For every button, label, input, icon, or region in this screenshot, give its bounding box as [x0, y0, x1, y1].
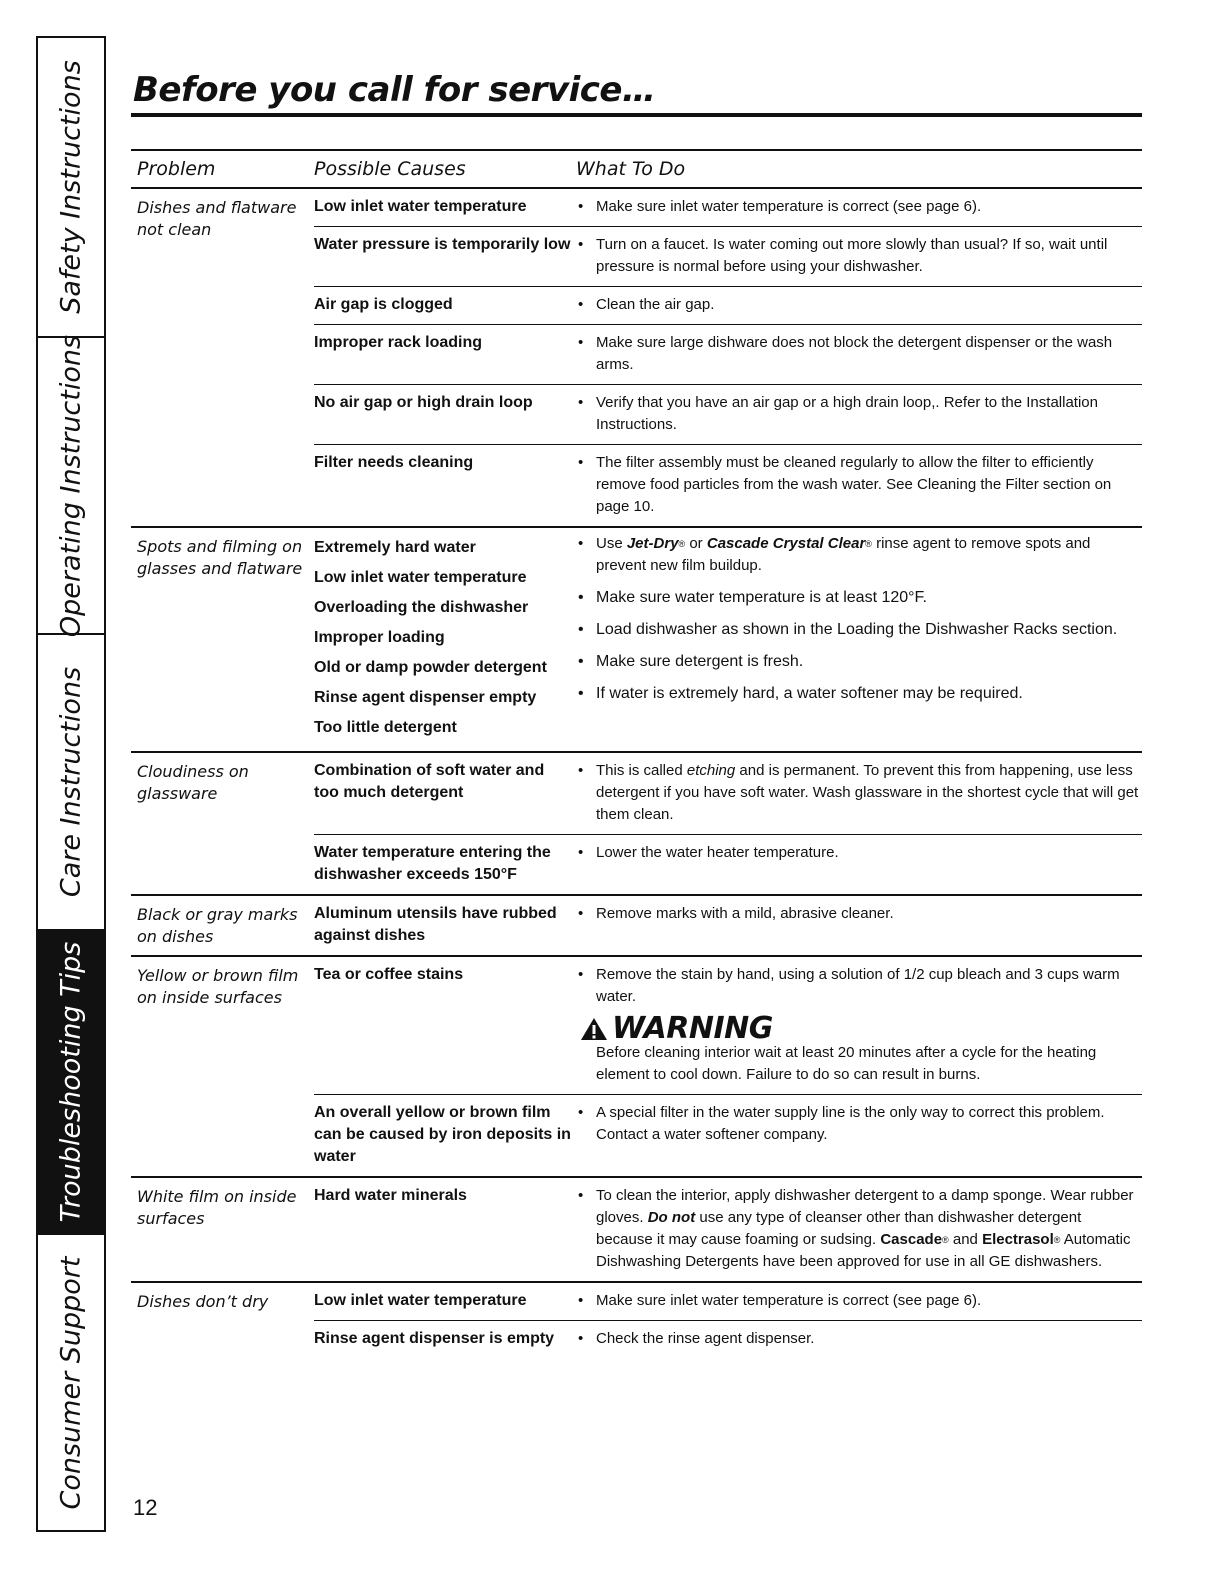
- todo-text: Automatic Dishwashing Detergents have been approved for use in all GE dishwashers.: [596, 1231, 1131, 1270]
- todo-text: rinse agent to remove spots and prevent new film buildup.: [596, 535, 1091, 574]
- table-row: [314, 385, 1142, 445]
- cause-text: Rinse agent dispenser empty: [314, 689, 537, 706]
- tab-safety-instructions[interactable]: [38, 38, 104, 338]
- tab-safety-label: Safety Instructions: [55, 60, 87, 314]
- todo-text: • Verify that you have an air gap or a high drain loop,. Refer to the Installation Instructions.: [576, 392, 1142, 436]
- cause-text: Water pressure is temporarily low: [314, 236, 571, 253]
- title-divider: [131, 113, 1142, 117]
- cause-text: Rinse agent dispenser is empty: [314, 1330, 555, 1347]
- troubleshooting-table: [131, 149, 1142, 1358]
- page-title: Before you call for service…: [133, 70, 656, 110]
- registered-mark: ®: [678, 539, 686, 549]
- problem-group-dishes-dont-dry: [131, 1283, 1142, 1358]
- tab-troubleshooting-label: Troubleshooting Tips: [55, 941, 87, 1223]
- cause-text: Improper loading: [314, 629, 445, 646]
- table-row: [314, 957, 1142, 1095]
- todo-text: To clean the interior, apply dishwasher detergent to a damp sponge. Wear rubber gloves.: [596, 1187, 1134, 1226]
- todo-text: • Check the rinse agent dispenser.: [576, 1328, 1142, 1350]
- header-todo: What To Do: [576, 158, 686, 180]
- todo-text: Use: [596, 535, 627, 552]
- problem-group-dishes-not-clean: [131, 189, 1142, 528]
- problem-label: Dishes don’t dry: [137, 1292, 269, 1311]
- todo-text: and: [948, 1231, 983, 1248]
- problem-group-spots-filming: [131, 528, 1142, 753]
- problem-group-black-gray-marks: [131, 896, 1142, 957]
- problem-group-yellow-brown-film: [131, 957, 1142, 1178]
- todo-etching: [576, 760, 1142, 826]
- problem-group-white-film: [131, 1178, 1142, 1283]
- todo-list: [576, 533, 1142, 743]
- tab-operating-instructions[interactable]: [38, 334, 104, 637]
- todo-cell: [576, 964, 1142, 1086]
- cause-text: No air gap or high drain loop: [314, 394, 533, 411]
- todo-text: and is permanent. To prevent this from happening, use less detergent if you have soft water. Wash glassware in the shortest cycle that will get them clean.: [596, 762, 1139, 823]
- table-row: [314, 1178, 1142, 1281]
- todo-text: • Make sure inlet water temperature is correct (see page 6).: [576, 196, 1142, 218]
- table-row: [314, 325, 1142, 385]
- todo-text: • Lower the water heater temperature.: [576, 842, 1142, 886]
- tab-consumer-support[interactable]: [38, 1235, 104, 1530]
- tab-care-label: Care Instructions: [55, 666, 87, 898]
- todo-text: use any type of cleanser other than dishwasher detergent because it may cause foaming or sudsing.: [596, 1209, 1082, 1248]
- todo-text: • Remove marks with a mild, abrasive cleaner.: [576, 903, 1142, 947]
- brand-cascade-crystal-clear: Cascade Crystal Clear: [706, 535, 866, 552]
- problem-label: Spots and filming on glasses and flatware: [137, 537, 303, 578]
- cause-text: Low inlet water temperature: [314, 1292, 527, 1309]
- problem-label: White film on inside surfaces: [137, 1187, 297, 1228]
- table-row: [314, 445, 1142, 526]
- cause-text: An overall yellow or brown film can be caused by iron deposits in water: [314, 1104, 571, 1165]
- tab-operating-label: Operating Instructions: [55, 334, 87, 637]
- todo-text: or: [685, 535, 707, 552]
- cause-text: Low inlet water temperature: [314, 198, 527, 215]
- brand-jet-dry: Jet-Dry: [626, 535, 679, 552]
- brand-cascade: Cascade: [880, 1231, 943, 1248]
- todo-text: • Remove the stain by hand, using a solution of 1/2 cup bleach and 3 cups warm water.: [576, 964, 1142, 1008]
- table-row: [314, 896, 1142, 955]
- cause-text: Too little detergent: [314, 719, 457, 736]
- cause-text: Old or damp powder detergent: [314, 659, 547, 676]
- registered-mark: ®: [865, 539, 872, 549]
- table-row: [314, 189, 1142, 227]
- table-row: [314, 753, 1142, 835]
- registered-mark: ®: [942, 1235, 949, 1245]
- cause-text: Improper rack loading: [314, 334, 483, 351]
- table-row: [314, 1321, 1142, 1358]
- do-not-emphasis: Do not: [647, 1209, 696, 1226]
- todo-text: • If water is extremely hard, a water softener may be required.: [576, 683, 1142, 705]
- warning-title: WARNING: [612, 1011, 773, 1046]
- etching-term: etching: [686, 762, 736, 779]
- side-tab-column: [36, 36, 106, 1532]
- warning-triangle-icon: [580, 1016, 608, 1042]
- cause-text: Extremely hard water: [314, 539, 476, 556]
- header-causes: Possible Causes: [314, 158, 466, 180]
- todo-text: • Make sure water temperature is at least 120°F.: [576, 587, 1142, 609]
- todo-text: • Clean the air gap.: [576, 294, 1142, 316]
- todo-text: • A special filter in the water supply line is the only way to correct this problem. Contact a water softener company.: [576, 1102, 1142, 1168]
- problem-label: Yellow or brown film on inside surfaces: [137, 966, 299, 1007]
- causes-list: [314, 533, 576, 743]
- todo-text: • Make sure inlet water temperature is correct (see page 6).: [576, 1290, 1142, 1312]
- tab-consumer-label: Consumer Support: [55, 1256, 87, 1509]
- todo-text: • Turn on a faucet. Is water coming out more slowly than usual? If so, wait until pressure is normal before using your dishwasher.: [576, 234, 1142, 278]
- todo-text: This is called: [596, 762, 687, 779]
- warning-text: Before cleaning interior wait at least 20 minutes after a cycle for the heating element to cool down. Failure to do so can result in burns.: [596, 1044, 1097, 1083]
- table-row: [314, 287, 1142, 325]
- cause-text: Tea or coffee stains: [314, 966, 464, 983]
- tab-troubleshooting-tips[interactable]: [38, 931, 104, 1235]
- cause-text: Filter needs cleaning: [314, 454, 474, 471]
- table-row: [314, 835, 1142, 894]
- todo-clean-interior: [576, 1185, 1142, 1273]
- todo-text: • The filter assembly must be cleaned regularly to allow the filter to efficiently remove food particles from the wash water. See Cleaning the Filter section on page 10.: [576, 452, 1142, 518]
- table-row: [314, 1095, 1142, 1176]
- table-row: [314, 528, 1142, 751]
- todo-rinse-agent: [576, 533, 1142, 577]
- cause-text: Air gap is clogged: [314, 296, 453, 313]
- tab-care-instructions[interactable]: [38, 635, 104, 931]
- page-number: 12: [133, 1495, 158, 1520]
- cause-text: Overloading the dishwasher: [314, 599, 529, 616]
- problem-label: Cloudiness on glassware: [137, 762, 249, 803]
- todo-text: • Load dishwasher as shown in the Loading the Dishwasher Racks section.: [576, 619, 1142, 641]
- cause-text: Combination of soft water and too much detergent: [314, 762, 545, 801]
- cause-text: Low inlet water temperature: [314, 569, 527, 586]
- todo-text: • Make sure detergent is fresh.: [576, 651, 1142, 673]
- table-row: [314, 227, 1142, 287]
- problem-group-cloudiness: [131, 753, 1142, 896]
- problem-label: Dishes and flatware not clean: [137, 198, 297, 239]
- header-problem: Problem: [137, 158, 216, 180]
- cause-text: Water temperature entering the dishwasher exceeds 150°F: [314, 844, 551, 883]
- todo-text: • Make sure large dishware does not block the detergent dispenser or the wash arms.: [576, 332, 1142, 376]
- brand-electrasol: Electrasol: [982, 1231, 1054, 1248]
- cause-text: Hard water minerals: [314, 1187, 467, 1204]
- cause-text: Aluminum utensils have rubbed against dishes: [314, 905, 557, 944]
- table-row: [314, 1283, 1142, 1321]
- registered-mark: ®: [1053, 1235, 1061, 1245]
- table-header: [131, 149, 1142, 189]
- warning-heading: [576, 1011, 1142, 1046]
- problem-label: Black or gray marks on dishes: [137, 905, 298, 946]
